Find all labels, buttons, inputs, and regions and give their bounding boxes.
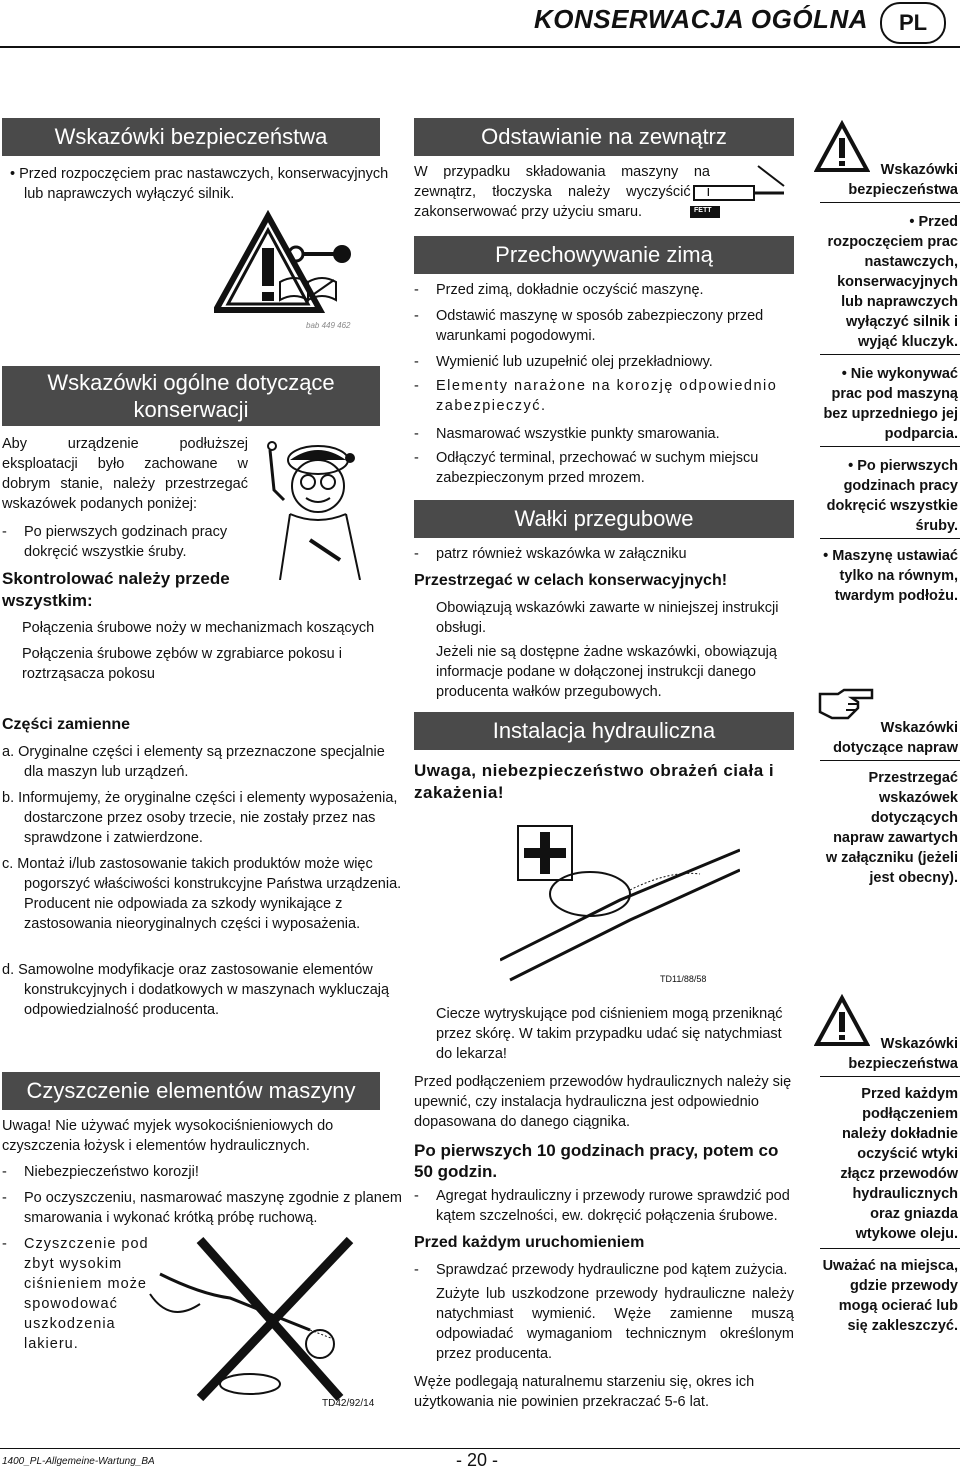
cleaning-dash-2 bbox=[2, 1188, 402, 1228]
hydraulic-heading-3: Przed każdym uruchomieniem bbox=[414, 1234, 645, 1251]
warning-triangle-icon bbox=[214, 210, 382, 320]
side-repair-text: Przestrzegać wskazówek dotyczących napraw zawartych w załączniku (jeżeli jest obecny). bbox=[825, 770, 958, 886]
spare-item-d: d. Samowolne modyfikacje oraz zastosowanie elementów konstrukcyjnych i dodatkowych w maszynach wykluczają odpowiedzialność producenta. bbox=[2, 962, 390, 1018]
safety-bullet: • Przed rozpoczęciem prac nastawczych, konserwacyjnych lub naprawczych wyłączyć silnik. bbox=[10, 166, 389, 202]
safety-figure bbox=[214, 210, 382, 320]
side-safety-title-2: Wskazówki bezpieczeństwa bbox=[848, 1036, 958, 1072]
winter-item-4-text: Elementy narażone na korozję odpowiednio zabezpieczyć. bbox=[436, 378, 778, 414]
side-rule bbox=[820, 760, 960, 761]
side-safety-3: • Po pierwszych godzinach pracy dokręcić wszystkie śruby. bbox=[826, 458, 958, 534]
section-winter-bar: Przechowywanie zimą bbox=[414, 236, 794, 274]
side-safety-title-1: Wskazówki bezpieczeństwa bbox=[848, 162, 958, 198]
winter-item-2-text: Odstawić maszynę w sposób zabezpieczony przed warunkami pogodowymi. bbox=[436, 308, 764, 344]
cleaning-dash-2-text: Po oczyszczeniu, nasmarować maszynę zgodnie z planem smarowania i wykonać krótką próbę ruchową. bbox=[24, 1190, 402, 1226]
side-rule bbox=[820, 446, 960, 447]
hydraulic-warning: Uwaga, niebezpieczeństwo obrażeń ciała i zakażenia! bbox=[414, 761, 775, 802]
check-item-2: Połączenia śrubowe zębów w zgrabiarce pokosu i roztrząsacza pokosu bbox=[22, 646, 342, 682]
hydraulic-para-1: Ciecze wytryskujące pod ciśnieniem mogą przeniknąć przez skórę. W takim przypadku udać się natychmiast do lekarza! bbox=[436, 1006, 783, 1062]
winter-item-3 bbox=[414, 352, 816, 372]
section-safety-bar: Wskazówki bezpieczeństwa bbox=[2, 118, 380, 156]
hydraulic-dash-2-text: Sprawdzać przewody hydrauliczne pod kątem zużycia. bbox=[436, 1262, 788, 1278]
spare-item-a: a. Oryginalne części i elementy są przeznaczone specjalnie dla maszyn lub urządzeń. bbox=[2, 744, 385, 780]
spare-item-c: c. Montaż i/lub zastosowanie takich produktów może więc pogorszyć właściwości konstrukcyjne Państwa urządzenia. Producent nie odpowiada za szkody wynikające z zastosowania nieoryginalnych części i wyposażenia. bbox=[2, 856, 402, 932]
general-text: Aby urządzenie podłuższej eksploatacji było zachowane w dobrym stanie, należy przestrzegać wskazówek podanych poniżej: bbox=[2, 436, 248, 512]
hydraulic-heading-2: Po pierwszych 10 godzinach pracy, potem co 50 godzin. bbox=[414, 1141, 779, 1181]
mechanic-illustration bbox=[250, 430, 380, 580]
side-rule bbox=[820, 354, 960, 355]
hydraulic-para-4: Węże podlegają naturalnemu starzeniu się, okres ich użytkowania nie powinien przekraczać 5-6 lat. bbox=[414, 1374, 755, 1410]
shaft-para-2: Jeżeli nie są dostępne żadne wskazówki, obowiązują informacje podane w dołączonej instrukcji danego producenta wałków przegubowych. bbox=[436, 644, 777, 700]
shaft-para-1: Obowiązują wskazówki zawarte w niniejszej instrukcji obsługi. bbox=[436, 600, 779, 636]
shaft-item-1 bbox=[414, 544, 816, 564]
general-dash bbox=[2, 522, 270, 562]
check-item-1: Połączenia śrubowe noży w mechanizmach koszących bbox=[22, 620, 375, 636]
pointing-hand-icon bbox=[818, 686, 876, 722]
winter-item-4 bbox=[414, 376, 816, 416]
page-number: - 20 - bbox=[456, 1450, 499, 1470]
hydraulic-dash-1 bbox=[414, 1186, 816, 1226]
winter-item-5 bbox=[414, 424, 816, 444]
section-shaft-bar: Wałki przegubowe bbox=[414, 500, 794, 538]
section-general-bar: Wskazówki ogólne dotyczące konserwacji bbox=[2, 366, 380, 426]
side-rule bbox=[820, 202, 960, 203]
first-aid-hose-icon bbox=[500, 810, 740, 988]
side-safety-5: Przed każdym podłączeniem należy dokładnie oczyścić wtyki złącz przewodów hydraulicznych oraz gniazda wtykowe oleju. bbox=[840, 1086, 958, 1242]
page-title: KONSERWACJA OGÓLNA bbox=[533, 4, 868, 34]
shaft-item-1-text: patrz również wskazówka w załączniku bbox=[436, 546, 687, 562]
winter-item-3-text: Wymienić lub uzupełnić olej przekładniowy. bbox=[436, 354, 713, 370]
shaft-heading: Przestrzegać w celach konserwacyjnych! bbox=[414, 572, 728, 589]
cleaning-dash-3-text: Czyszczenie pod zbyt wysokim ciśnieniem może spowodować uszkodzenia lakieru. bbox=[24, 1236, 149, 1352]
side-safety-6: Uważać na miejsca, gdzie przewody mogą ocierać lub się zakleszczyć. bbox=[822, 1258, 958, 1334]
spare-item-b: b. Informujemy, że oryginalne części i elementy wyposażenia, dostarczone przez osoby trzecie, nie zostały przez nas sprawdzone i zatwierdzone. bbox=[2, 790, 398, 846]
section-hydraulic-bar: Instalacja hydrauliczna bbox=[414, 712, 794, 750]
pressure-washer-figure bbox=[140, 1234, 380, 1410]
header-rule bbox=[0, 46, 960, 48]
hydraulic-dash-2 bbox=[414, 1260, 816, 1280]
hydraulic-para-2: Przed podłączeniem przewodów hydraulicznych należy się upewnić, czy instalacja hydrauliczna jest odpowiednio dopasowana do danego ciągnika. bbox=[414, 1074, 792, 1130]
side-safety-1: • Przed rozpoczęciem prac nastawczych, konserwacyjnych lub naprawczych wyłączyć silnik i wyjąć kluczyk. bbox=[827, 214, 958, 350]
side-rule bbox=[820, 538, 960, 539]
mechanic-icon bbox=[250, 430, 380, 580]
safety-bullet-text: Przed rozpoczęciem prac nastawczych, konserwacyjnych lub naprawczych wyłączyć silnik. bbox=[19, 166, 389, 202]
hydraulic-injury-figure bbox=[500, 810, 740, 988]
side-safety-4: • Maszynę ustawiać tylko na równym, twardym podłożu. bbox=[823, 548, 958, 604]
winter-item-1-text: Przed zimą, dokładnie oczyścić maszynę. bbox=[436, 282, 704, 298]
side-repair-title: Wskazówki dotyczące napraw bbox=[833, 720, 958, 756]
spare-parts-heading: Części zamienne bbox=[2, 716, 131, 733]
hydraulic-dash-1-text: Agregat hydrauliczny i przewody rurowe sprawdzić pod kątem szczelności, ew. dokręcić połączenia śrubowe. bbox=[436, 1188, 790, 1224]
pointing-hand-figure bbox=[818, 686, 876, 722]
figure-code-2: TD42/92/14 bbox=[322, 1398, 375, 1409]
crossed-pressure-washer-icon bbox=[140, 1234, 380, 1410]
check-heading: Skontrolować należy przede wszystkim: bbox=[2, 569, 230, 610]
general-dash-text: Po pierwszych godzinach pracy dokręcić wszystkie śruby. bbox=[24, 524, 228, 560]
footer-code: 1400_PL-Allgemeine-Wartung_BA bbox=[2, 1456, 155, 1467]
winter-item-1 bbox=[414, 280, 816, 300]
figure-code: bab 449 462 bbox=[306, 321, 351, 330]
fett-label: FETT bbox=[694, 207, 712, 214]
figure-code-3: TD11/88/58 bbox=[660, 974, 707, 984]
winter-item-6 bbox=[414, 448, 816, 488]
section-cleaning-bar: Czyszczenie elementów maszyny bbox=[2, 1072, 380, 1110]
cleaning-warning: Uwaga! Nie używać myjek wysokociśnieniowych do czyszczenia łożysk i elementów hydraulicznych. bbox=[2, 1118, 334, 1154]
winter-item-2 bbox=[414, 306, 816, 346]
section-outdoor-bar: Odstawianie na zewnątrz bbox=[414, 118, 794, 156]
cleaning-dash-1 bbox=[2, 1162, 402, 1182]
language-badge: PL bbox=[880, 2, 946, 44]
side-rule bbox=[820, 1248, 960, 1249]
winter-item-5-text: Nasmarować wszystkie punkty smarowania. bbox=[436, 426, 720, 442]
hydraulic-para-3: Zużyte lub uszkodzone przewody hydrauliczne należy natychmiast wymienić. Węże zamienne muszą odpowiadać wymaganiom technicznym określonym przez producenta. bbox=[436, 1286, 794, 1362]
cleaning-dash-1-text: Niebezpieczeństwo korozji! bbox=[24, 1164, 199, 1180]
outdoor-text: W przypadku składowania maszyny na zewnątrz, tłoczyska należy wyczyścić i zakonserwować przy użyciu smaru. bbox=[414, 164, 710, 220]
side-rule bbox=[820, 1076, 960, 1077]
winter-item-6-text: Odłączyć terminal, przechować w suchym miejscu zabezpieczonym przed mrozem. bbox=[436, 450, 759, 486]
footer-rule bbox=[0, 1448, 960, 1449]
side-safety-2: • Nie wykonywać prac pod maszyną bez uprzedniego jej podparcia. bbox=[823, 366, 958, 442]
